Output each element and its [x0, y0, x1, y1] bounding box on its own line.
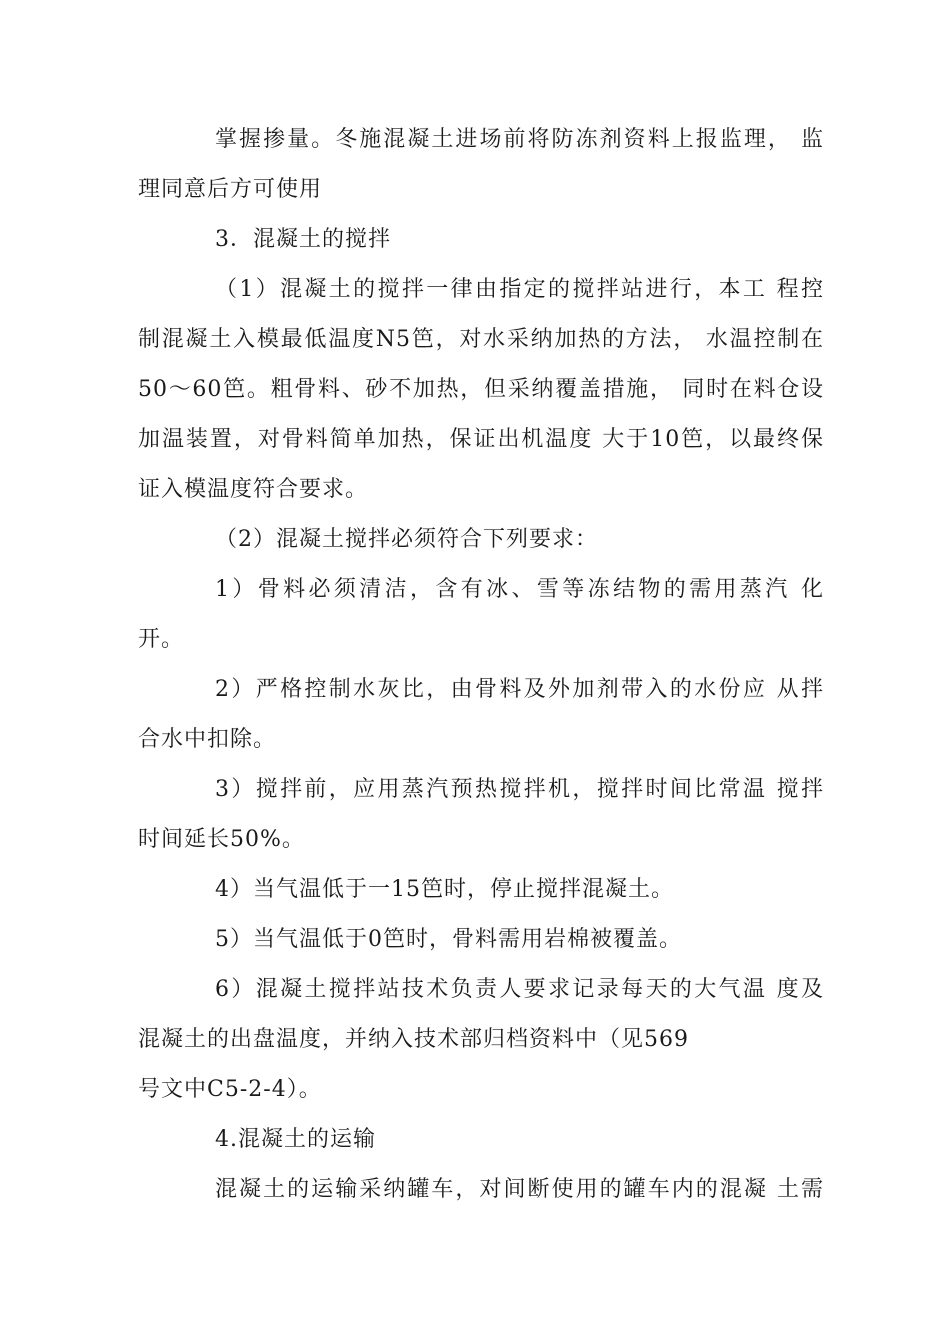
text-line: 加温装置，对骨料简单加热，保证出机温度 大于10笆，以最终保	[138, 427, 824, 452]
text-line: 4）当气温低于一15笆时，停止搅拌混凝土。	[215, 877, 674, 902]
text-line: 混凝土的运输采纳罐车，对间断使用的罐车内的混凝 土需	[215, 1177, 824, 1202]
section-heading: 3．混凝土的搅拌	[215, 227, 391, 252]
text-line: 5）当气温低于0笆时，骨料需用岩棉被覆盖。	[215, 927, 682, 952]
text-line: 1）骨料必须清洁，含有冰、雪等冻结物的需用蒸汽 化	[215, 577, 824, 602]
text-line: 号文中C5-2-4）。	[138, 1077, 322, 1102]
text-line: 制混凝土入模最低温度N5笆，对水采纳加热的方法， 水温控制在	[138, 327, 824, 352]
text-line: 混凝土的出盘温度，并纳入技术部归档资料中（见569	[138, 1027, 689, 1052]
text-line: 50〜60笆。粗骨料、砂不加热，但采纳覆盖措施， 同时在料仓设	[138, 377, 824, 402]
text-line: 理同意后方可使用	[138, 177, 323, 202]
text-line: 时间延长50%。	[138, 827, 305, 852]
text-line: （2）混凝土搅拌必须符合下列要求：	[215, 527, 598, 552]
text-line: （1）混凝土的搅拌一律由指定的搅拌站进行，本工 程控	[215, 277, 824, 302]
section-heading: 4.混凝土的运输	[215, 1127, 376, 1152]
text-line: 证入模温度符合要求。	[138, 477, 369, 502]
text-line: 开。	[138, 627, 185, 652]
text-line: 3）搅拌前，应用蒸汽预热搅拌机，搅拌时间比常温 搅拌	[215, 777, 824, 802]
text-line: 合水中扣除。	[138, 727, 277, 752]
text-line: 掌握掺量。冬施混凝土进场前将防冻剂资料上报监理， 监	[215, 127, 824, 152]
text-line: 6）混凝土搅拌站技术负责人要求记录每天的大气温 度及	[215, 977, 824, 1002]
text-line: 2）严格控制水灰比，由骨料及外加剂带入的水份应 从拌	[215, 677, 824, 702]
